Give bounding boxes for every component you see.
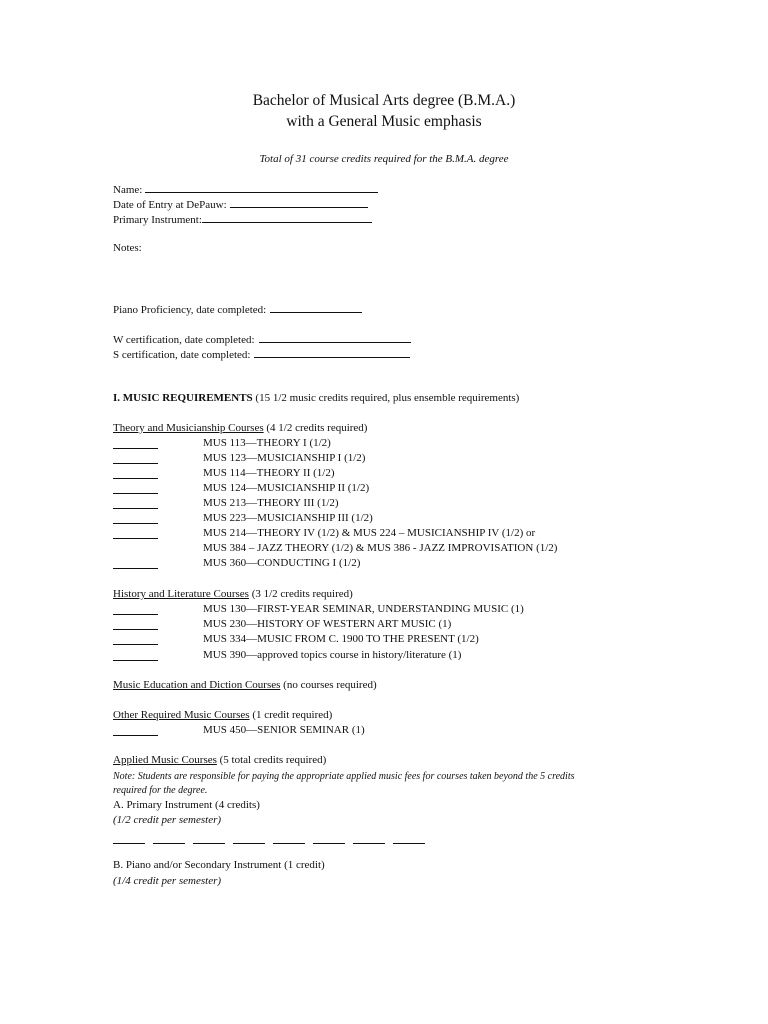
semester-blank[interactable] (193, 835, 225, 844)
entry-label: Date of Entry at DePauw: (113, 199, 227, 211)
name-label: Name: (113, 184, 143, 196)
check-blank[interactable] (113, 603, 158, 615)
primary-rate: (1/2 credit per semester) (113, 814, 222, 826)
education-note: (no courses required) (283, 679, 377, 691)
other-note: (1 credit required) (252, 709, 333, 721)
semester-blank[interactable] (353, 835, 385, 844)
s-cert-field (113, 346, 410, 363)
check-blank[interactable] (113, 724, 158, 736)
check-blank[interactable] (113, 467, 158, 479)
course-name: MUS 214—THEORY IV (1/2) & MUS 224 – MUSICIANSHIP IV (1/2) or (203, 527, 536, 539)
theory-heading: Theory and Musicianship Courses (113, 422, 264, 434)
history-heading: History and Literature Courses (113, 588, 249, 600)
theory-heading-line (113, 421, 367, 436)
course-name: MUS 384 – JAZZ THEORY (1/2) & MUS 386 - JAZZ IMPROVISATION (1/2) (203, 542, 558, 554)
semester-blank[interactable] (273, 835, 305, 844)
check-blank[interactable] (113, 527, 158, 539)
semester-blank[interactable] (153, 835, 185, 844)
w-cert-blank[interactable] (259, 331, 411, 343)
check-blank[interactable] (113, 437, 158, 449)
check-blank[interactable] (113, 618, 158, 630)
education-heading: Music Education and Diction Courses (113, 679, 281, 691)
s-cert-label: S certification, date completed: (113, 349, 251, 361)
applied-heading-line (113, 753, 326, 768)
section-note: (15 1/2 music credits required, plus ensemble requirements) (255, 392, 520, 404)
check-blank[interactable] (113, 557, 158, 569)
education-heading-line (113, 678, 377, 693)
instrument-label: Primary Instrument: (113, 214, 202, 226)
course-name: MUS 334—MUSIC FROM C. 1900 TO THE PRESENT (1/2) (203, 633, 479, 645)
piano-label: Piano Proficiency, date completed: (113, 304, 267, 316)
course-name: MUS 113—THEORY I (1/2) (203, 437, 331, 449)
entry-blank[interactable] (230, 196, 368, 208)
theory-note: (4 1/2 credits required) (266, 422, 368, 434)
notes-label: Notes: (113, 242, 142, 254)
course-name: MUS 230—HISTORY OF WESTERN ART MUSIC (1) (203, 618, 452, 630)
check-blank[interactable] (113, 497, 158, 509)
primary-instrument: A. Primary Instrument (4 credits) (113, 799, 260, 811)
semester-blanks (113, 834, 433, 849)
secondary-instrument: B. Piano and/or Secondary Instrument (1 credit) (113, 859, 325, 871)
course-name: MUS 360—CONDUCTING I (1/2) (203, 557, 361, 569)
instrument-field (113, 211, 372, 228)
section-heading: I. MUSIC REQUIREMENTS (113, 392, 253, 404)
history-note: (3 1/2 credits required) (251, 588, 353, 600)
check-blank[interactable] (113, 633, 158, 645)
semester-blank[interactable] (233, 835, 265, 844)
course-name: MUS 114—THEORY II (1/2) (203, 467, 335, 479)
semester-blank[interactable] (393, 835, 425, 844)
history-heading-line (113, 587, 353, 602)
course-name: MUS 223—MUSICIANSHIP III (1/2) (203, 512, 373, 524)
instrument-blank[interactable] (202, 211, 372, 223)
other-heading-line (113, 708, 332, 723)
applied-fee-note-cont: required for the degree. (113, 785, 208, 796)
page-title: Bachelor of Musical Arts degree (B.M.A.) (252, 92, 516, 109)
applied-heading: Applied Music Courses (113, 754, 217, 766)
name-blank[interactable] (145, 181, 378, 193)
semester-blank[interactable] (113, 835, 145, 844)
course-name: MUS 123—MUSICIANSHIP I (1/2) (203, 452, 366, 464)
secondary-rate: (1/4 credit per semester) (113, 875, 222, 887)
course-name: MUS 124—MUSICIANSHIP II (1/2) (203, 482, 370, 494)
semester-blank[interactable] (313, 835, 345, 844)
s-cert-blank[interactable] (254, 346, 410, 358)
check-blank[interactable] (113, 649, 158, 661)
check-blank[interactable] (113, 452, 158, 464)
applied-fee-note: Note: Students are responsible for paying the appropriate applied music fees for courses taken beyond the 5 credits (113, 771, 575, 782)
applied-note: (5 total credits required) (219, 754, 327, 766)
section-music-requirements (113, 391, 519, 406)
piano-proficiency-field (113, 301, 362, 318)
credits-subtitle: Total of 31 course credits required for the B.M.A. degree (259, 153, 509, 165)
check-blank[interactable] (113, 512, 158, 524)
check-blank[interactable] (113, 482, 158, 494)
course-name: MUS 390—approved topics course in history/literature (1) (203, 649, 462, 661)
other-heading: Other Required Music Courses (113, 709, 250, 721)
course-name: MUS 130—FIRST-YEAR SEMINAR, UNDERSTANDING MUSIC (1) (203, 603, 524, 615)
course-name: MUS 213—THEORY III (1/2) (203, 497, 339, 509)
course-name: MUS 450—SENIOR SEMINAR (1) (203, 724, 365, 736)
piano-blank[interactable] (270, 301, 362, 313)
w-cert-label: W certification, date completed: (113, 334, 255, 346)
page-title-line2: with a General Music emphasis (286, 113, 482, 130)
